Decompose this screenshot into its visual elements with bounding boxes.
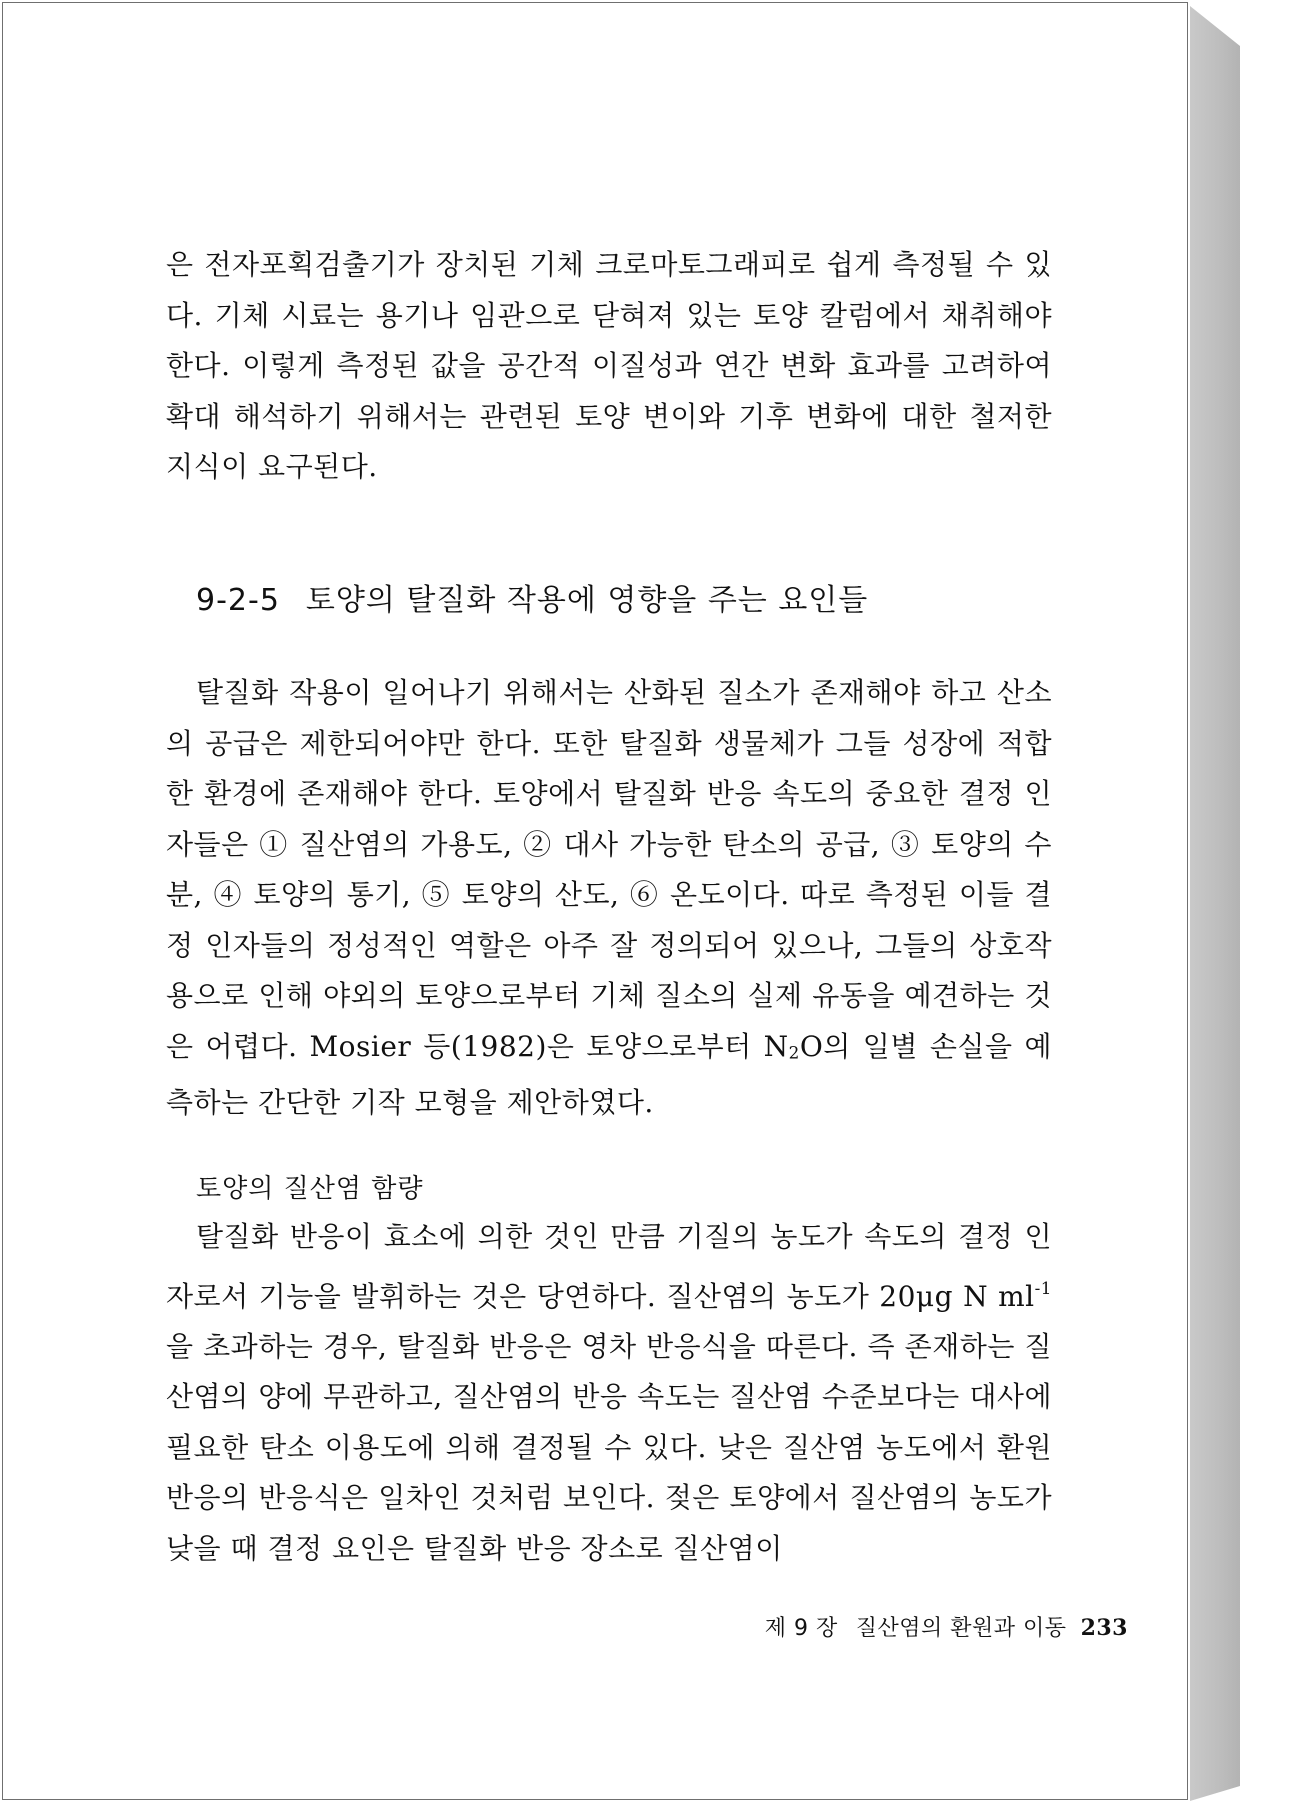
page-edge-shadow	[1190, 6, 1240, 1801]
paragraph-2	[166, 668, 1052, 1128]
running-footer	[765, 1611, 1128, 1642]
paragraph-2-block	[166, 668, 1052, 1128]
subsection-heading: 토양의 질산염 함량	[196, 1174, 424, 1204]
paragraph-3	[166, 1212, 1052, 1574]
top-paragraph-block	[166, 240, 1052, 493]
paragraph-2-text-end: O의 일별 손실을 예측하는 간단한 기작 모형을 제안하였다.	[166, 1029, 1052, 1119]
footer-chapter: 제 9 장	[764, 1616, 838, 1641]
section-heading	[196, 575, 868, 619]
ml-superscript: -1	[1034, 1277, 1052, 1298]
paragraph-3-block	[166, 1212, 1052, 1574]
paragraph-2-text: 탈질화 작용이 일어나기 위해서는 산화된 질소가 존재해야 하고 산소의 공급은 제한되어야만 한다. 또한 탈질화 생물체가 그들 성장에 적합한 환경에 존재해야 한다. 토양에서 탈질화 반응 속도의 중요한 결정 인자들은 ① 질산염의 가용도, ② 대사 가능한 탄소의 공급, ③ 토양의 수분, ④ 토양의 통기, ⑤ 토양의 산도, ⑥ 온도이다. 따로 측정된 이들 결정 인자들의 정성적인 역할은 아주 잘 정의되어 있으나, 그들의 상호작용으로 인해 야외의 토양으로부터 기체 질소의 실제 유동을 예견하는 것은 어렵다. Mosier 등(1982)은 토양으로부터 N	[166, 676, 1052, 1063]
paragraph-3-text-end: 을 초과하는 경우, 탈질화 반응은 영차 반응식을 따른다. 즉 존재하는 질산염의 양에 무관하고, 질산염의 반응 속도는 질산염 수준보다는 대사에 필요한 탄소 이용도에 의해 결정될 수 있다. 낮은 질산염 농도에서 환원반응의 반응식은 일차인 것처럼 보인다. 젖은 토양에서 질산염의 농도가 낮을 때 결정 요인은 탈질화 반응 장소로 질산염이	[166, 1329, 1052, 1565]
paragraph-3-text: 탈질화 반응이 효소에 의한 것인 만큼 기질의 농도가 속도의 결정 인자로서 기능을 발휘하는 것은 당연하다. 질산염의 농도가 20μg N ml	[166, 1220, 1052, 1313]
page-number: 233	[1080, 1615, 1128, 1641]
top-paragraph: 은 전자포획검출기가 장치된 기체 크로마토그래피로 쉽게 측정될 수 있다. 기체 시료는 용기나 임관으로 닫혀져 있는 토양 칼럼에서 채취해야 한다. 이렇게 측정된 값을 공간적 이질성과 연간 변화 효과를 고려하여 확대 해석하기 위해서는 관련된 토양 변이와 기후 변화에 대한 철저한 지식이 요구된다.	[166, 248, 1052, 483]
footer-title: 질산염의 환원과 이동	[855, 1616, 1067, 1641]
n2o-subscript: 2	[788, 1042, 800, 1063]
section-title: 토양의 탈질화 작용에 영향을 주는 요인들	[305, 583, 869, 618]
section-number: 9-2-5	[196, 583, 280, 618]
